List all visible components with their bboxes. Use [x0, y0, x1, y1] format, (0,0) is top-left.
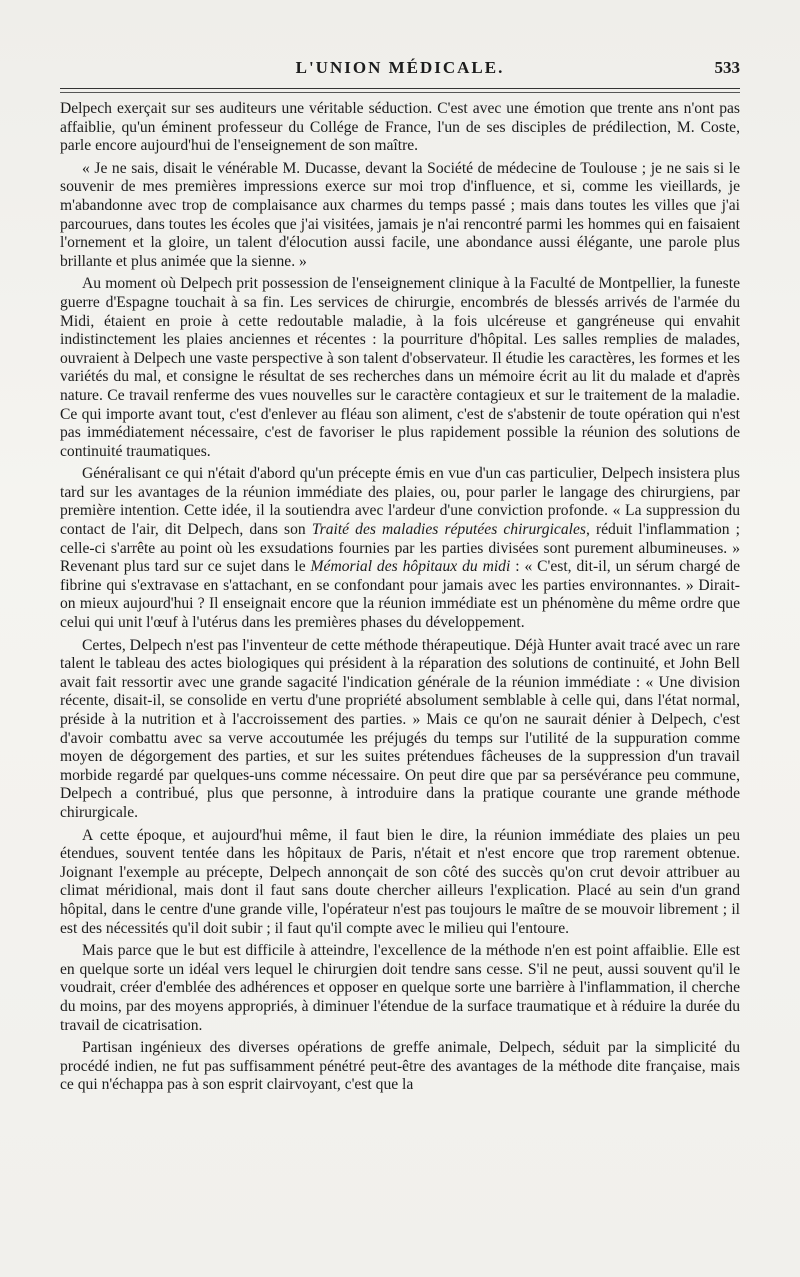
paragraph: [60, 465, 740, 632]
running-title: L'UNION MÉDICALE.: [295, 58, 505, 77]
text-segment: Certes, Delpech n'est pas l'inventeur de cette méthode thérapeutique. Déjà Hunter avait tracé avec un rare talent le tableau des actes biologiques qui président à la réparation des solutions de continuité, et John Bell avait fait ressortir avec une grande sagacité l'indication générale de la réunion immédiate : « Une division récente, disait-il, se consolide en vertu d'une propriété absolument semblable à celle qui, dans l'état normal, préside à la nutrition et à l'accroissement des parties. » Mais ce qu'on ne saurait dénier à Delpech, c'est d'avoir combattu avec sa verve accoutumée les préjugés du temps sur l'utilité de la suppuration comme moyen de dégorgement des parties, et sur les suites prétendues fâcheuses de la suppression d'un travail morbide regardé par quelques-uns comme nécessaire. On peut dire que par sa persévérance peu commune, Delpech a contribué, plus que personne, à introduire dans la pratique courante une grande méthode chirurgicale.: [60, 636, 740, 821]
paragraph: [60, 160, 740, 272]
body-text: [60, 100, 740, 1099]
paragraph: [60, 637, 740, 823]
header-rule-thin: [60, 92, 740, 93]
text-segment: : « C'est, dit-il, un sérum chargé de fibrine qui s'extravase en s'attachant, en se confondant pour jamais avec les parties environnantes. » Dirait-on mieux aujourd'hui ? Il enseignait encore que la réunion immédiate est un phénomène du même ordre que celui qui unit l'œuf à l'utérus dans les premières phases du développement.: [60, 558, 740, 632]
text-segment: Delpech exerçait sur ses auditeurs une véritable séduction. C'est avec une émotion que trente ans n'ont pas affaiblie, qu'un éminent professeur du Collége de France, l'un de ses disciples de prédilection, M. Coste, parle encore aujourd'hui de l'enseignement de son maître.: [60, 100, 740, 155]
text-segment: Généralisant ce qui n'était d'abord qu'un précepte émis en vue d'un cas particulier, Delpech insistera plus tard sur les avantages de la réunion immédiate des plaies, ou, pour parler le langage des chirurgiens, par première intention. Cette idée, il la soutiendra avec l'ardeur d'une conviction profonde. « La suppression du contact de l'air, dit Delpech, dans son: [60, 465, 740, 539]
page-number: 533: [714, 58, 740, 77]
text-segment: , réduit l'inflammation ; celle-ci s'arrête au point où les exsudations fournies par les parties divisées sont purement albumineuses. » Revenant plus tard sur ce sujet dans le: [60, 521, 740, 576]
text-segment: Partisan ingénieux des diverses opérations de greffe animale, Delpech, séduit par la simplicité du procédé indien, ne fut pas suffisamment pénétré peut-être des avantages de la méthode dite française, mais ce qui n'échappa pas à son esprit clairvoyant, c'est que la: [60, 1039, 740, 1094]
italic-title: Traité des maladies réputées chirurgicales: [311, 521, 586, 539]
text-segment: « Je ne sais, disait le vénérable M. Ducasse, devant la Société de médecine de Toulouse ; je ne sais si le souvenir de mes premières impressions exerce sur moi trop d'influence, et si, comme les vieillards, je m'abandonne avec trop de complaisance aux charmes du temps passé ; mais dans toutes les villes que j'ai parcourues, dans toutes les écoles que j'ai visitées, jamais je n'ai rencontré parmi les hommes qui en faisaient l'ornement et la gloire, un talent d'élocution aussi facile, une abondance aussi élégante, une parole plus brillante et plus animée que la sienne. »: [60, 159, 740, 270]
text-segment: A cette époque, et aujourd'hui même, il faut bien le dire, la réunion immédiate des plaies un peu étendues, souvent tentée dans les hôpitaux de Paris, n'était et n'est encore que trop rarement obtenue. Joignant l'exemple au précepte, Delpech annonçait de son côté des succès qu'on crut devoir attribuer au climat méridional, mais dont il faut sans doute chercher ailleurs l'explication. Placé au sein d'un grand hôpital, dans le centre d'une grande ville, l'opérateur n'est pas toujours le maître de se mouvoir librement ; il est des nécessités qu'il doit subir ; il faut qu'il compte avec le milieu qui l'entoure.: [60, 826, 740, 937]
running-head: [60, 58, 740, 82]
italic-title: Mémorial des hôpitaux du midi: [310, 558, 511, 576]
text-segment: Mais parce que le but est difficile à atteindre, l'excellence de la méthode n'en est point affaiblie. Elle est en quelque sorte un idéal vers lequel le chirurgien doit tendre sans cesse. S'il ne peut, aussi souvent qu'il le voudrait, créer d'emblée des adhérences et opposer en quelque sorte une barrière à l'inflammation, il cherche du moins, par des moyens appropriés, à diminuer l'étendue de la surface traumatique et à réduire la durée du travail de cicatrisation.: [60, 942, 740, 1034]
header-rule: [60, 88, 740, 89]
paragraph: [60, 1039, 740, 1095]
paragraph: [60, 100, 740, 156]
paragraph: [60, 827, 740, 939]
paragraph: [60, 275, 740, 461]
paragraph: [60, 942, 740, 1035]
text-segment: Au moment où Delpech prit possession de l'enseignement clinique à la Faculté de Montpellier, la funeste guerre d'Espagne touchait à sa fin. Les services de chirurgie, encombrés de blessés arrivés de l'armée du Midi, étaient en proie à cette redoutable maladie, à la fois ulcéreuse et gangréneuse qui envahit indistinctement les plaies anciennes et récentes : la pourriture d'hôpital. Les salles remplies de malades, ouvraient à Delpech une vaste perspective à son talent d'observateur. Il étudie les caractères, les formes et les variétés du mal, et consigne le résultat de ses recherches dans un mémoire écrit au lit du malade et d'après nature. Ce travail renferme des vues nouvelles sur le caractère contagieux et sur le traitement de la maladie. Ce qui importe avant tout, c'est d'enlever au fléau son aliment, c'est de s'abstenir de toute opération qui n'est pas immédiatement nécessaire, c'est de favoriser le plus rapidement possible la réunion des solutions de continuité traumatiques.: [60, 275, 740, 460]
